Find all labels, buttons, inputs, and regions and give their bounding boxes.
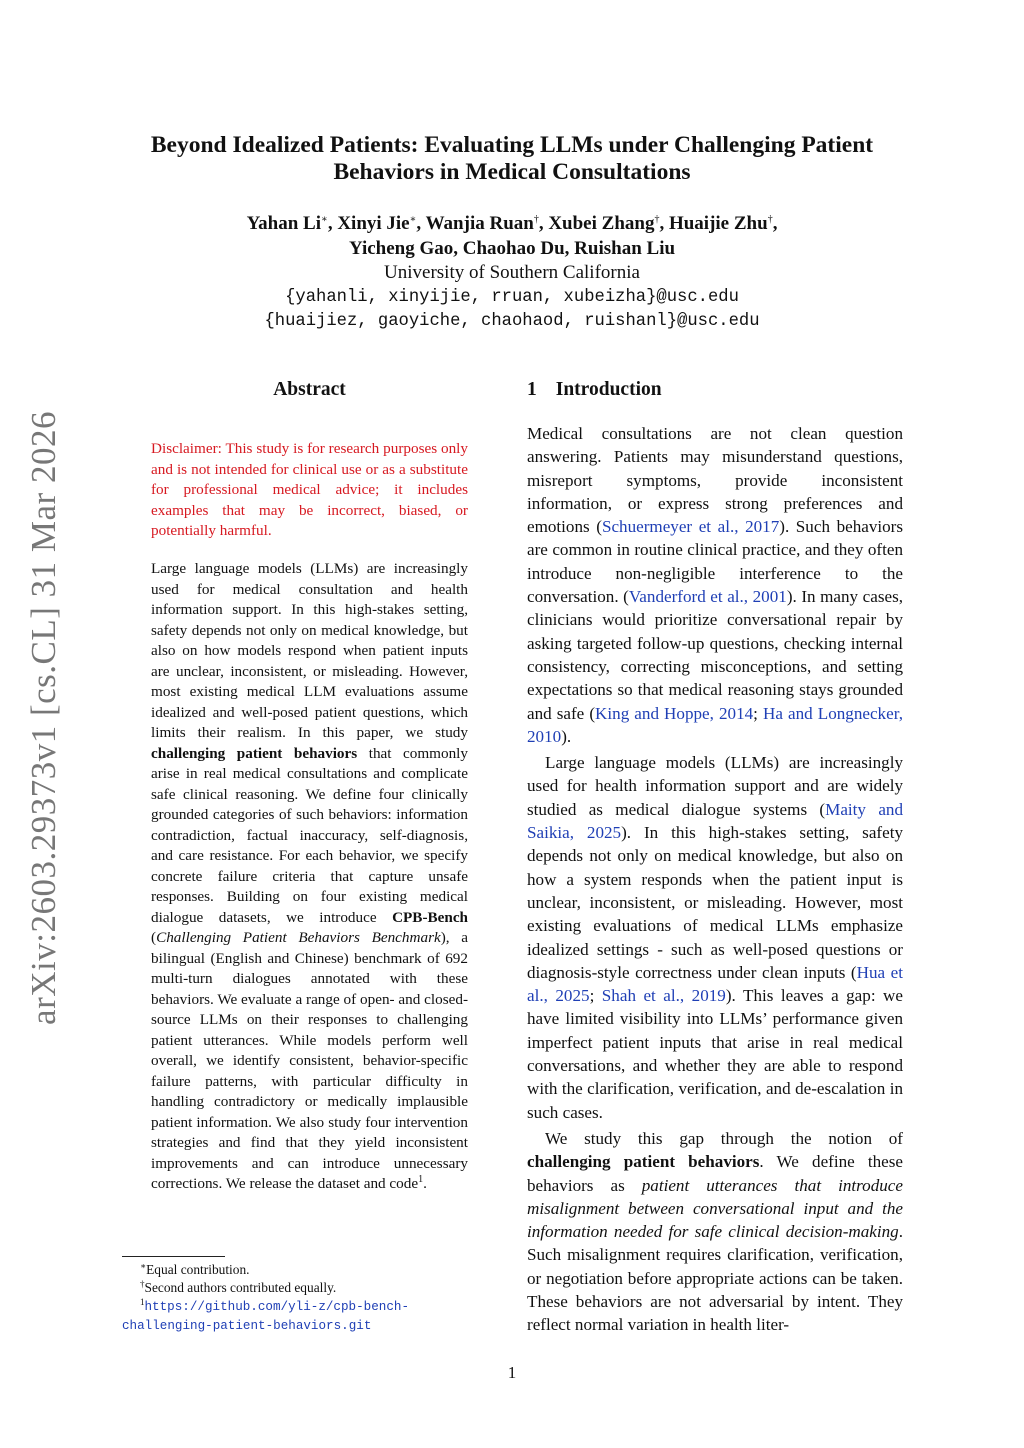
arxiv-side-label: arXiv:2603.29373v1 [cs.CL] 31 Mar 2026 xyxy=(24,411,63,1025)
title-line-1: Beyond Idealized Patients: Evaluating LLMs under Challenging Patient xyxy=(150,132,874,158)
disclaimer-text: Disclaimer: This study is for research purposes only and is not intended for clinical use or as a substitute for professional medical advice; it includes examples that may be incorrect, biased, or potentially harmful. xyxy=(151,440,468,539)
intro-text: . We define these behaviors as xyxy=(527,1152,904,1195)
author-mark: ∗ xyxy=(321,214,328,225)
author-name: Huaijie Zhu xyxy=(668,213,768,234)
author-name: Yicheng Gao xyxy=(348,237,454,259)
footnote-3-cont xyxy=(122,1316,472,1335)
intro-text: ; xyxy=(589,986,602,1006)
intro-text: ; xyxy=(753,703,763,723)
citation-link[interactable]: King and Hoppe, 2014 xyxy=(595,703,754,723)
citation-link[interactable]: Ha and Longnecker, 2010 xyxy=(527,703,903,746)
footnote-mark: ∗ xyxy=(140,1261,147,1271)
title-line-2: Behaviors in Medical Consultations xyxy=(333,159,691,185)
footnote-text: Second authors contributed equally. xyxy=(144,1280,337,1295)
email-line-2: {huaijiez, gaoyiche, chaohaod, ruishanl}@usc.edu xyxy=(264,312,760,331)
intro-text: ). xyxy=(561,726,572,746)
intro-text: ). In many cases, clinicians would prioritize conversational repair by asking targeted follow-up questions, checking internal consistency, correcting misconceptions, and setting expectations so that medical reasoning stays grounded and safe ( xyxy=(527,587,903,723)
author-name: Xinyi Jie xyxy=(337,213,410,234)
intro-paragraph-1 xyxy=(527,422,903,748)
author-name: Xubei Zhang xyxy=(548,213,655,234)
author-sep: , xyxy=(659,213,669,234)
footnote-text: Equal contribution. xyxy=(146,1262,250,1277)
affiliation: University of Southern California xyxy=(384,262,640,283)
author-name: Wanjia Ruan xyxy=(425,213,534,234)
abstract-heading: Abstract xyxy=(273,379,346,400)
section-title: Introduction xyxy=(555,379,662,400)
author-sep: , xyxy=(327,213,338,234)
author-name: Chaohao Du xyxy=(462,237,565,259)
paper-title xyxy=(100,132,924,186)
intro-heading xyxy=(527,379,903,401)
footnote-ref[interactable]: 1 xyxy=(418,1173,424,1185)
abstract-body xyxy=(151,559,468,1195)
intro-text: ). Such behaviors are common in routine clinical practice, and they often introduce non-negligible interference to the conversation. ( xyxy=(527,517,904,607)
abstract-text: . xyxy=(423,1175,427,1192)
repo-link-cont[interactable]: challenging-patient-behaviors.git xyxy=(122,1319,372,1333)
intro-text: Large language models (LLMs) are increasingly used for health information support and are widely studied as medical dialogue systems ( xyxy=(527,753,903,819)
intro-text: ). In this high-stakes setting, safety depends not only on medical knowledge, but also on how a system responds when the patient input is unclear, inconsistent, or misleading. However, most existing evaluations of medical LLMs emphasize idealized settings - such as well-posed questions or diagnosis-style correctness under clean inputs ( xyxy=(527,823,904,982)
author-line-1: Yahan Li∗, Xinyi Jie∗, Wanjia Ruan†, Xubei Zhang†, Huaijie Zhu†, xyxy=(246,213,778,234)
benchmark-name: CPB-Bench xyxy=(392,908,468,926)
author-sep: , xyxy=(453,237,463,259)
intro-paragraph-3 xyxy=(527,1127,903,1337)
footnote-1 xyxy=(122,1261,472,1279)
footnote-mark: 1 xyxy=(140,1297,145,1307)
abstract-text: ), a bilingual (English and Chinese) benchmark of 692 multi-turn dialogues annotated with these behaviors. We evaluate a range of open- and closed-source LLMs on their responses to challenging patient utterances. While models perform well overall, we identify consistent, behavior-specific failure patterns, with particular difficulty in handling contradictory or medically implausible patient information. We also study four intervention strategies and find that they yield inconsistent improvements and can introduce unnecessary corrections. We release the dataset and code xyxy=(151,929,468,1192)
intro-text: We study this gap through the notion of xyxy=(545,1128,903,1148)
citation-link[interactable]: Schuermeyer et al., 2017 xyxy=(601,517,780,537)
author-block xyxy=(100,212,924,335)
author-name: Ruishan Liu xyxy=(574,237,676,259)
author-mark: ∗ xyxy=(409,214,417,225)
author-mark: † xyxy=(654,214,660,225)
definition-text: patient utterances that introduce misalignment between conversational input and the information needed for safe clinical decision-making xyxy=(527,1175,903,1242)
repo-link[interactable]: https://github.com/yli-z/cpb-bench- xyxy=(144,1300,410,1314)
intro-text: ). This leaves a gap: we have limited visibility into LLMs’ performance given imperfect patient inputs that arise in real medical conversations, and whether they are able to respond with the clarification, verification, and de-escalation in such cases. xyxy=(527,986,903,1122)
intro-paragraph-2 xyxy=(527,751,903,1124)
abstract-text: that commonly arise in real medical consultations and complicate safe clinical reasoning. We define four clinically grounded categories of such behaviors: information contradiction, factual inaccuracy, self-diagnosis, and care resistance. For each behavior, we specify concrete failure criteria that capture unsafe responses. Building on four existing medical dialogue datasets, we introduce xyxy=(151,744,468,926)
intro-text: Medical consultations are not clean question answering. Patients may misunderstand questions, misreport symptoms, provide inconsistent information, or express strong preferences and emotions ( xyxy=(527,424,903,537)
citation-link[interactable]: Hua et al., 2025 xyxy=(527,962,904,1006)
citation-link[interactable]: Shah et al., 2019 xyxy=(601,986,726,1006)
footnote-mark: † xyxy=(140,1279,145,1289)
intro-bold-term: challenging patient behaviors xyxy=(527,1152,760,1172)
footnote-3 xyxy=(122,1297,472,1316)
author-name: Yahan Li xyxy=(246,213,322,234)
abstract-bold-term: challenging patient behaviors xyxy=(151,744,358,762)
abstract-text: ( xyxy=(151,929,157,946)
author-sep: , xyxy=(416,213,426,234)
footnote-list xyxy=(122,1261,472,1335)
page-number: 1 xyxy=(507,1363,517,1382)
author-sep: , xyxy=(538,213,549,234)
section-number: 1 xyxy=(527,379,537,400)
intro-text: . Such misalignment requires clarification, verification, or negotiation before appropriate actions can be taken. These behaviors are not adversarial by intent. They reflect normal variation in health liter- xyxy=(527,1222,903,1335)
author-mark: † xyxy=(533,214,539,225)
author-mark: † xyxy=(767,214,773,225)
footnote-rule xyxy=(122,1256,225,1257)
benchmark-full-name: Challenging Patient Behaviors Benchmark xyxy=(156,929,441,946)
email-line-1: {yahanli, xinyijie, rruan, xubeizha}@usc.edu xyxy=(285,287,739,307)
intro-body xyxy=(527,422,903,1337)
author-sep: , xyxy=(564,237,575,259)
citation-link[interactable]: Vanderford et al., 2001 xyxy=(628,587,787,607)
citation-link[interactable]: Maity and Saikia, 2025 xyxy=(527,799,903,843)
author-line-2 xyxy=(100,237,924,262)
abstract-text: Large language models (LLMs) are increasingly used for medical consultation and health information support. In this high-stakes setting, safety depends not only on medical knowledge, but also on how models respond when patient inputs are unclear, inconsistent, or misleading. However, most existing medical LLM evaluations assume idealized and well-posed patient questions, which limits their realism. In this paper, we study xyxy=(151,560,468,741)
footnote-2 xyxy=(122,1279,472,1297)
